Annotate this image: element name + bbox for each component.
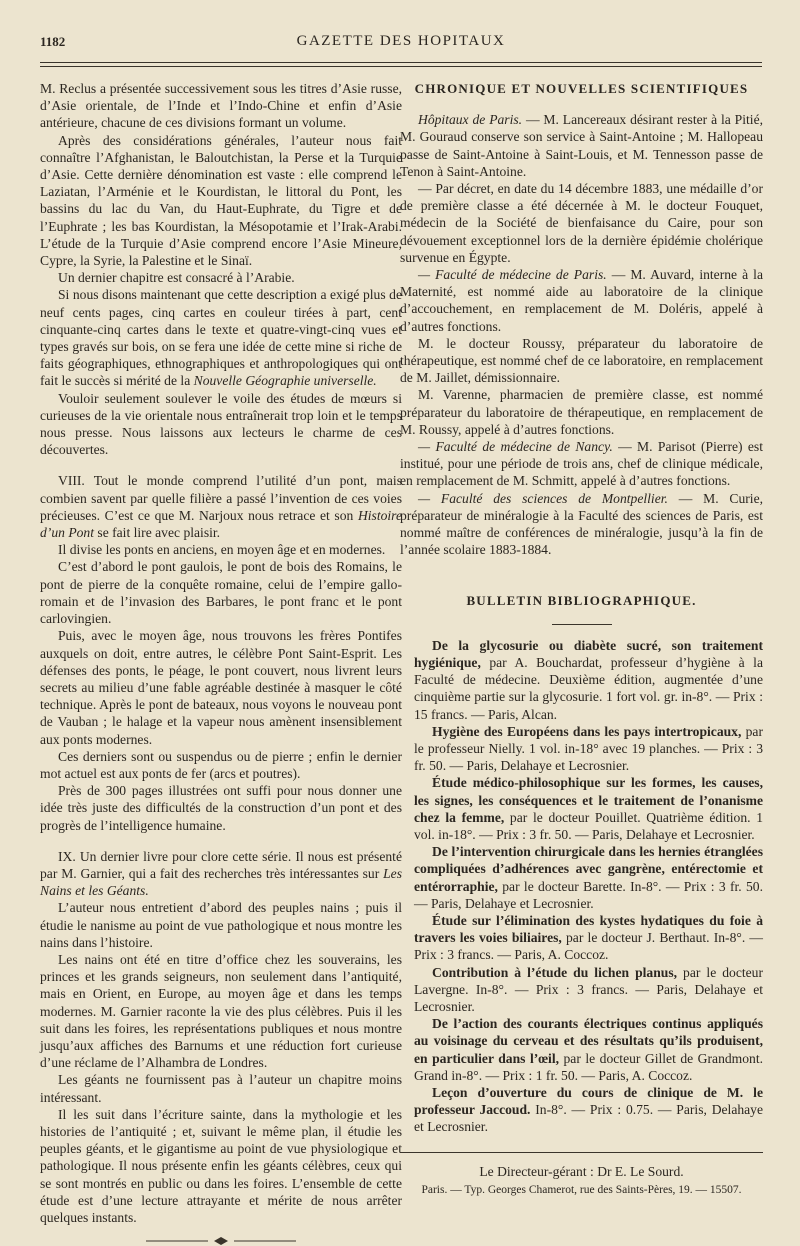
bibliography-entry <box>400 964 763 1016</box>
book-title: Les Nains et les Géants. <box>40 865 402 899</box>
paragraph <box>40 848 402 900</box>
bibliography-details: par A. Bouchardat, professeur d’hygiène à la Faculté de médecine. Deuxième édition, augmentée d’une cinquième partie sur la glycosurie. 1 fort vol. gr. in-8°. — Prix : 15 francs. — Paris, Alcan. <box>414 654 763 722</box>
paragraph <box>40 286 402 389</box>
director-line: Le Directeur-gérant : Dr E. Le Sourd. <box>479 1163 684 1179</box>
news-source: Hôpitaux de Paris. <box>418 112 523 128</box>
news-source: — Faculté des sciences de Montpellier. <box>418 490 668 506</box>
divider <box>552 624 612 625</box>
header-rule <box>40 62 762 67</box>
left-column <box>40 80 402 1246</box>
bulletin-heading: BULLETIN BIBLIOGRAPHIQUE. <box>466 593 697 609</box>
paragraph: Près de 300 pages illustrées ont suffi pour nous donner une idée très juste des difficultés de la construction d’un pont et des progrès de l’intelligence humaine. <box>40 783 402 833</box>
bibliography-title: Leçon d’ouverture du cours de clinique de M. le professeur Jaccoud. <box>414 1084 763 1118</box>
bibliography-details: par le docteur Gillet de Grandmont. Grand in-8°. — Prix : 1 fr. 50. — Paris, A. Coccoz. <box>414 1050 763 1083</box>
news-item: M. le docteur Roussy, préparateur du laboratoire de thérapeutique, est nommé chef de ce laboratoire, en remplacement de M. Jaillet, démissionnaire. <box>400 335 763 386</box>
paragraph: Les géants ne fournissent pas à l’auteur un chapitre moins intéressant. <box>40 1072 402 1105</box>
text-run: — M. Lancereaux désirant rester à la Pitié, M. Gouraud conserve son service à Saint-Antoine ; M. Hallopeau passe de Saint-Antoine à Saint-Louis, et M. Tennesson passe de Tenon à Saint-Antoine. <box>400 112 764 179</box>
bibliography-title: Étude médico-philosophique sur les formes, les causes, les signes, les conséquences et le traitement de l’onanisme chez la femme, <box>414 775 763 825</box>
bibliography-list <box>400 637 763 1136</box>
news-source: — Faculté de médecine de Paris. <box>418 267 607 283</box>
book-title: Nouvelle Géographie universelle. <box>193 373 377 389</box>
bibliography-title: De la glycosurie ou diabète sucré, son traitement hygiénique, <box>414 637 763 670</box>
paragraph: Vouloir seulement soulever le voile des études de mœurs si curieuses de la vie orientale nous entraînerait trop loin et le temps nous presse. Nous laissons aux lecteurs le charme de ces découvertes. <box>40 390 402 458</box>
bibliography-entry <box>400 912 763 964</box>
text-run: — M. Parisot (Pierre) est institué, pour une période de trois ans, chef de clinique médicale, en remplacement de M. Schmitt, appelé à d’autres fonctions. <box>400 439 763 489</box>
imprint-line: Paris. — Typ. Georges Chamerot, rue des Saints-Pères, 19. — 15507. <box>421 1183 742 1196</box>
text-run: — M. Curie, préparateur de minéralogie à la Faculté des sciences de Paris, est nommé maître de conférences de minéralogie, jusqu’à la fin de l’année scolaire 1883-1884. <box>400 490 764 558</box>
news-item: M. Varenne, pharmacien de première classe, est nommé préparateur du laboratoire de thérapeutique, en remplacement de M. Roussy, appelé à d’autres fonctions. <box>400 387 763 437</box>
paragraph: Il divise les ponts en anciens, en moyen âge et en modernes. <box>58 542 386 558</box>
page-number: 1182 <box>40 34 66 49</box>
news-item <box>400 266 763 335</box>
paragraph: C’est d’abord le pont gaulois, le pont de bois des Romains, le pont de pierre de la conquête romaine, celui de l’empire gallo-romain et de l’invasion des Barbares, le pont franc et le pont carlovingien. <box>40 559 402 627</box>
paragraph: Il les suit dans l’écriture sainte, dans la mythologie et les histories de l’antiquité ; et, suivant le même plan, il étudie les peuples géants, et le gigantisme au point de vue physiologique et pathologique. Il nous présente enfin les géants célèbres, ceux qui se sont montrés en public ou dans les foires. L’ensemble de cette étude est d’une lecture attrayante et mérite de nous arrêter quelques instants. <box>40 1106 402 1225</box>
bibliography-details: par le docteur Lavergne. In-8°. — Prix : 3 francs. — Paris, Delahaye et Lecrosnier. <box>414 964 764 1014</box>
end-ornament-icon <box>146 1236 296 1246</box>
news-source: — Faculté de médecine de Nancy. <box>418 439 613 455</box>
news-item: — Par décret, en date du 14 décembre 1883, une médaille d’or de première classe a été décernée à M. le docteur Fouquet, médecin de la Société de bienfaisance du Caire, pour son dévouement exceptionnel lors de la dernière épidémie cholérique survenue en Égypte. <box>400 181 763 265</box>
bibliography-entry <box>400 1015 763 1084</box>
paragraph: Les nains ont été en titre d’office chez les souverains, les princes et les grands seigneurs, non seulement dans l’antiquité, mais en Orient, en Europe, au moyen âge et dans les temps modernes. M. Garnier raconte la vie des plus célèbres. Puis il les suit dans les foires, les représentations publiques et nous montre jusqu’aux affiches des Barnums et une réduction fort curieuse d’une réclame de l’Alhambra de Londres. <box>40 951 402 1071</box>
bibliography-title: Étude sur l’élimination des kystes hydatiques du foie à travers les voies biliaires, <box>414 912 763 946</box>
paragraph: M. Reclus a présentée successivement sous les titres d’Asie russe, d’Asie orientale, de l’Inde et l’Indo-Chine et enfin d’Asie antérieure, chacune de ces divisions formant un volume. <box>40 81 402 131</box>
paragraph: Après des considérations générales, l’auteur nous fait connaître l’Afghanistan, le Baloutchistan, la Perse et la Turquie d’Asie. Cette dernière dénomination est vaste : elle comprend le Laziatan, l’Arménie et le Kourdistan, le littoral du Pont, les bassins du lac du Van, du Haut-Euphrate, du Tigre et de l’Euphrate ; les bas Kourdistan, la Mésopotamie et l’Irak-Arabi. L’étude de la Turquie d’Asie comprend encore l’Asie Mineure, Cypre, la Syrie, la Palestine et le Sinaï. <box>40 132 402 269</box>
paragraph: Puis, avec le moyen âge, nous trouvons les frères Pontifes auxquels on doit, entre autres, le célèbre Pont Saint-Esprit. Les défenses des ponts, le péage, le pont couvert, nous livrent leurs secrets au milieu d’une fable agréable destinée à masquer le côté technique. Après le pont de bateaux, nous voyons le nouveau pont de Vauban ; le halage et la vapeur nous amènent insensiblement aux ponts modernes. <box>40 628 402 747</box>
text-run: — M. Auvard, interne à la Maternité, est nommé aide au laboratoire de la clinique d’accouchement, en remplacement de M. Doléris, appelé à d’autres fonctions. <box>400 267 763 334</box>
right-column <box>400 80 763 1199</box>
page-header <box>40 28 762 58</box>
chronicle-heading: CHRONIQUE ET NOUVELLES SCIENTIFIQUES <box>414 81 749 96</box>
bibliography-title: De l’action des courants électriques continus appliqués au voisinage du cerveau et des résultats qu’ils produisent, en particulier dans l’œil, <box>414 1016 763 1066</box>
text-run: se fait lire avec plaisir. <box>94 525 221 541</box>
bibliography-details: par le docteur Pouillet. Quatrième édition. 1 vol. in-18°. — Prix : 3 fr. 50. — Paris, Delahaye et Lecrosnier. <box>414 809 763 842</box>
text-run: IX. Un dernier livre pour clore cette série. Il nous est présenté par M. Garnier, qui a fait des recherches très intéressantes sur <box>40 848 402 881</box>
bibliography-details: par le docteur Barette. In-8°. — Prix : 3 fr. 50. — Paris, Delahaye et Lecrosnier. <box>414 878 763 911</box>
bibliography-details: In-8°. — Prix : 0.75. — Paris, Delahaye et Lecrosnier. <box>414 1102 764 1135</box>
bibliography-entry <box>400 1084 763 1136</box>
bibliography-details: par le professeur Nielly. 1 vol. in-18° avec 19 planches. — Prix : 3 fr. 50. — Paris, Delahaye et Lecrosnier. <box>414 723 763 774</box>
news-item <box>400 438 763 490</box>
text-run: Si nous disons maintenant que cette description a exigé plus de neuf cents pages, cinq cartes en couleur tirées à part, cent cinquante-cinq cartes dans le texte et quatre-vingt-cinq vues et types gravés sur bois, on se fera une idée de cette mine si riche de faits géographiques, ethnographiques et anthropologiques qui ont fait le succès si mérité de la <box>40 287 402 389</box>
news-item <box>400 490 763 559</box>
paragraph: L’auteur nous entretient d’abord des peuples nains ; puis il étudie le nanisme au point de vue pathologique et nous montre les nains dans l’histoire. <box>40 900 402 950</box>
bibliography-details: par le docteur J. Berthaut. In-8°. — Prix : 3 francs. — Paris, A. Coccoz. <box>414 930 763 963</box>
bibliography-entry <box>400 637 763 723</box>
news-item <box>400 111 763 180</box>
paragraph: Un dernier chapitre est consacré à l’Arabie. <box>58 270 295 286</box>
paragraph: Ces derniers sont ou suspendus ou de pierre ; enfin le dernier mot actuel est aux ponts de fer (arcs et poutres). <box>40 748 402 781</box>
bibliography-title: Contribution à l’étude du lichen planus, <box>432 964 678 980</box>
running-title: GAZETTE DES HOPITAUX <box>296 33 506 49</box>
bibliography-entry <box>400 843 763 912</box>
paragraph <box>40 472 402 541</box>
bibliography-title: Hygiène des Européens dans les pays intertropicaux, <box>432 723 742 739</box>
footer-rule <box>400 1152 763 1153</box>
bibliography-title: De l’intervention chirurgicale dans les hernies étranglées compliquées d’adhérences avec gangrène, entérectomie et entérorraphie, <box>414 844 763 894</box>
book-title: Histoire d’un Pont <box>40 507 402 541</box>
bibliography-entry <box>400 723 763 775</box>
bibliography-entry <box>400 774 763 843</box>
text-run: VIII. Tout le monde comprend l’utilité d’un pont, mais combien savent par quelle filière a passé l’invention de ces voies précieuses. C’est ce que M. Narjoux nous retrace et son <box>40 473 402 523</box>
